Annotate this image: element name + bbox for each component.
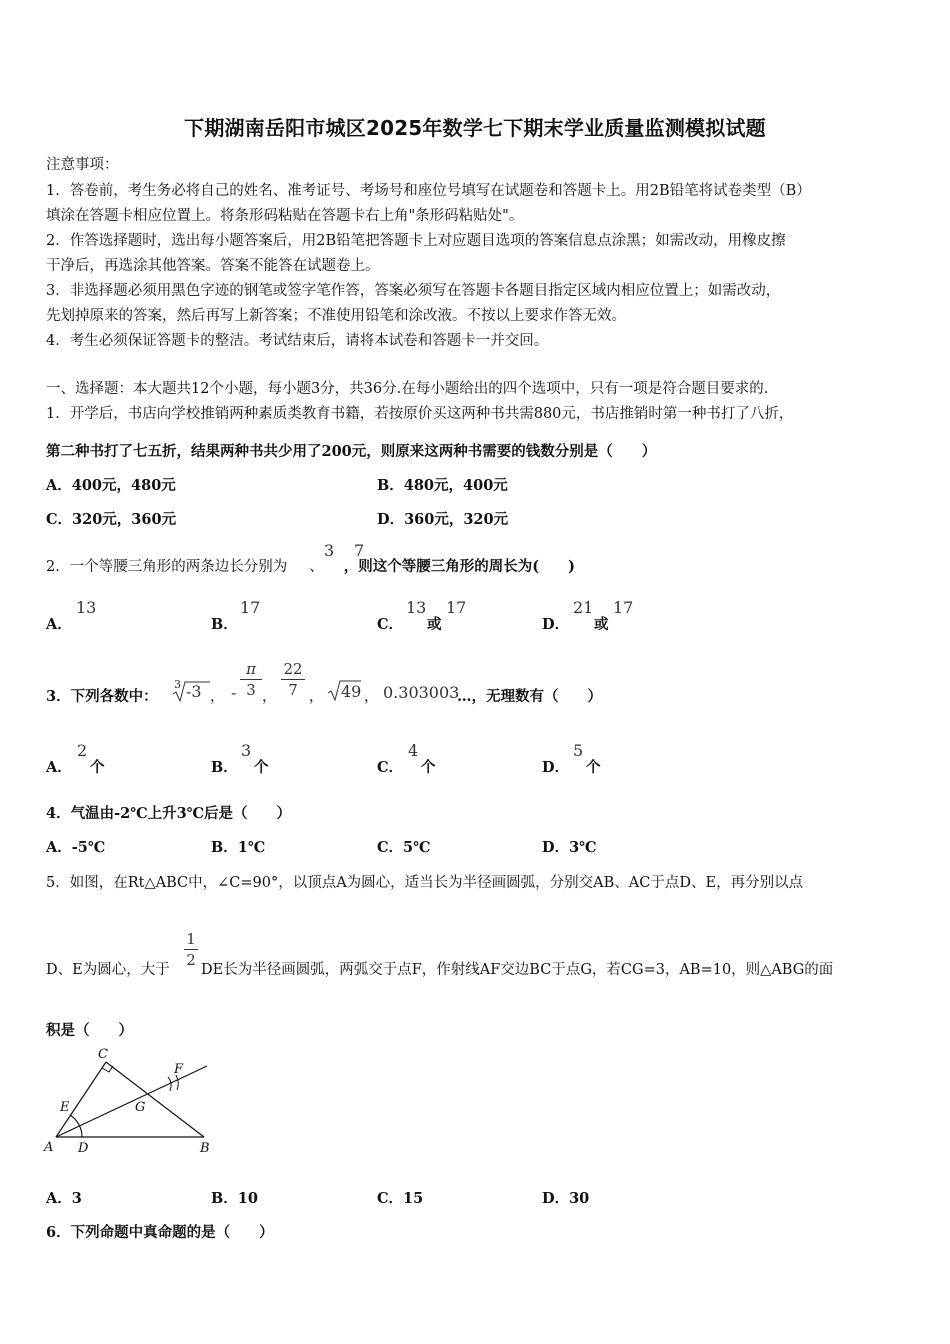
q2-option-a: A． [46, 616, 72, 633]
q5-triangle-figure [42, 1045, 220, 1161]
q3-cbrt-arg: -3 [186, 682, 202, 701]
q3-option-b: B． [211, 759, 238, 776]
q3-stem-post: …，无理数有（ ） [457, 688, 602, 705]
q1-option-b: B．480元，400元 [377, 477, 508, 494]
label-a: A [44, 1140, 54, 1155]
q3-option-c-unit: 个 [421, 759, 436, 776]
q5-option-a: A．3 [46, 1190, 82, 1207]
arc-f-2 [176, 1075, 178, 1090]
right-angle-mark [102, 1066, 113, 1072]
notice-line-6: 先划掉原来的答案，然后再写上新答案；不准使用铅笔和涂改液。不按以上要求作答无效。 [46, 308, 626, 324]
label-b: B [200, 1141, 210, 1156]
label-c: C [98, 1047, 108, 1062]
q3-option-c-value: 4 [408, 741, 419, 760]
segment-cb [106, 1062, 204, 1137]
notice-heading: 注意事项： [46, 157, 119, 173]
q2-side-2: 7 [354, 541, 365, 560]
label-g: G [135, 1100, 146, 1115]
q2-option-b-value: 17 [240, 598, 261, 617]
notice-line-2: 填涂在答题卡相应位置上。将条形码粘贴在答题卡右上角"条形码粘贴处"。 [46, 208, 524, 224]
notice-line-5: 3．非选择题必须用黑色字迹的钢笔或签字笔作答，答案必须写在答题卡各题目指定区域内相应位置上；如需改动， [46, 283, 781, 299]
q3-fraction-pi [240, 660, 262, 699]
label-e: E [60, 1100, 70, 1115]
q3-fraction-22-7 [281, 660, 305, 699]
q3-stem-pre: 3．下列各数中： [46, 688, 158, 705]
q3-option-a-unit: 个 [90, 759, 105, 776]
page-title: 下期湖南岳阳市城区2025年数学七下期末学业质量监测模拟试题 [184, 116, 766, 140]
q2-option-c-value-2: 17 [446, 598, 467, 617]
q2-stem-mid: 、 [309, 559, 324, 575]
q1-option-d: D．360元，320元 [377, 511, 509, 528]
q2-option-a-value: 13 [76, 598, 97, 617]
q3-fraction-pi-den: 3 [246, 681, 256, 699]
q3-option-d: D． [542, 759, 570, 776]
q2-stem-post: ，则这个等腰三角形的周长为( ) [343, 558, 575, 575]
q3-sqrt-arg: 49 [341, 682, 362, 701]
q3-option-a-value: 2 [77, 741, 88, 760]
q3-cbrt-index: 3 [174, 678, 181, 691]
q2-option-c-or: 或 [427, 616, 442, 633]
q2-option-d: D． [542, 616, 570, 633]
notice-line-3: 2．作答选择题时，选出每小题答案后，用2B铅笔把答题卡上对应题目选项的答案信息点涂黑；如需改动，用橡皮擦 [46, 233, 786, 249]
q3-option-d-value: 5 [573, 741, 584, 760]
q2-side-1: 3 [324, 541, 335, 560]
label-d: D [78, 1141, 89, 1156]
q3-fraction-pi-num: π [246, 660, 256, 678]
q4-option-c: C．5℃ [377, 839, 431, 856]
q2-option-d-value-2: 17 [613, 598, 634, 617]
q5-stem-line-2b: DE长为半径画圆弧，两弧交于点F，作射线AF交边BC于点G，若CG=3，AB=10，则△ABG的面 [201, 962, 834, 978]
q5-option-d: D．30 [542, 1190, 590, 1207]
q3-decimal: 0.303003 [383, 683, 460, 702]
q3-sep-4: ， [364, 689, 379, 705]
notice-line-1: 1．答卷前，考生务必将自己的姓名、准考证号、考场号和座位号填写在试题卷和答题卡上。用2B铅笔将试卷类型（B） [46, 183, 811, 199]
q5-fraction-num: 1 [186, 930, 196, 948]
q5-option-c: C．15 [377, 1190, 424, 1207]
q5-stem-line-3: 积是（ ） [46, 1022, 133, 1039]
label-f: F [174, 1062, 184, 1077]
q4-stem: 4．气温由-2℃上升3℃后是（ ） [46, 805, 292, 822]
q5-fraction-half [184, 930, 198, 969]
q3-fraction-22-7-den: 7 [288, 681, 298, 699]
q2-stem [46, 555, 575, 576]
arc-de [70, 1115, 82, 1137]
q3-sep-3: ， [309, 689, 324, 705]
q4-option-a: A．-5℃ [46, 839, 106, 856]
ray-af [56, 1066, 207, 1137]
q1-stem-line-2: 第二种书打了七五折，结果两种书共少用了200元，则原来这两种书需要的钱数分别是（ ） [46, 443, 657, 460]
q2-stem-pre: 2．一个等腰三角形的两条边长分别为 [46, 559, 288, 575]
q3-sep-1: ， [210, 689, 225, 705]
section-heading: 一、选择题：本大题共12个小题，每小题3分，共36分.在每小题给出的四个选项中，只有一项是符合题目要求的. [46, 381, 769, 397]
q3-option-c: C． [377, 759, 404, 776]
q5-fraction-den: 2 [186, 951, 196, 969]
q3-sep-2: ， [262, 689, 277, 705]
q3-neg-sign: - [231, 683, 237, 702]
q5-option-b: B．10 [211, 1190, 258, 1207]
notice-line-7: 4．考生必须保证答题卡的整洁。考试结束后，请将本试卷和答题卡一并交回。 [46, 333, 549, 349]
q2-option-b: B． [211, 616, 238, 633]
q4-option-b: B．1℃ [211, 839, 266, 856]
q2-option-c-value-1: 13 [406, 598, 427, 617]
q3-option-a: A． [46, 759, 72, 776]
q1-option-c: C．320元，360元 [46, 511, 177, 528]
q3-option-b-value: 3 [241, 741, 252, 760]
q6-stem: 6．下列命题中真命题的是（ ） [46, 1224, 274, 1241]
q1-option-a: A．400元，480元 [46, 477, 176, 494]
notice-line-4: 干净后，再选涂其他答案。答案不能答在试题卷上。 [46, 258, 380, 274]
q5-stem-line-2a: D、E为圆心，大于 [46, 962, 170, 978]
q1-stem-line-1: 1．开学后，书店向学校推销两种素质类教育书籍，若按原价买这两种书共需880元，书店推销时第一种书打了八折， [46, 406, 794, 422]
q4-option-d: D．3℃ [542, 839, 597, 856]
q3-option-d-unit: 个 [586, 759, 601, 776]
q5-stem-line-1: 5．如图，在Rt△ABC中，∠C=90°，以顶点A为圆心，适当长为半径画圆弧，分别交AB、AC于点D、E，再分别以点 [46, 875, 804, 891]
q2-option-d-or: 或 [594, 616, 609, 633]
q3-option-b-unit: 个 [254, 759, 269, 776]
q3-fraction-22-7-num: 22 [283, 660, 303, 678]
q2-option-c: C． [377, 616, 404, 633]
q2-option-d-value-1: 21 [573, 598, 594, 617]
